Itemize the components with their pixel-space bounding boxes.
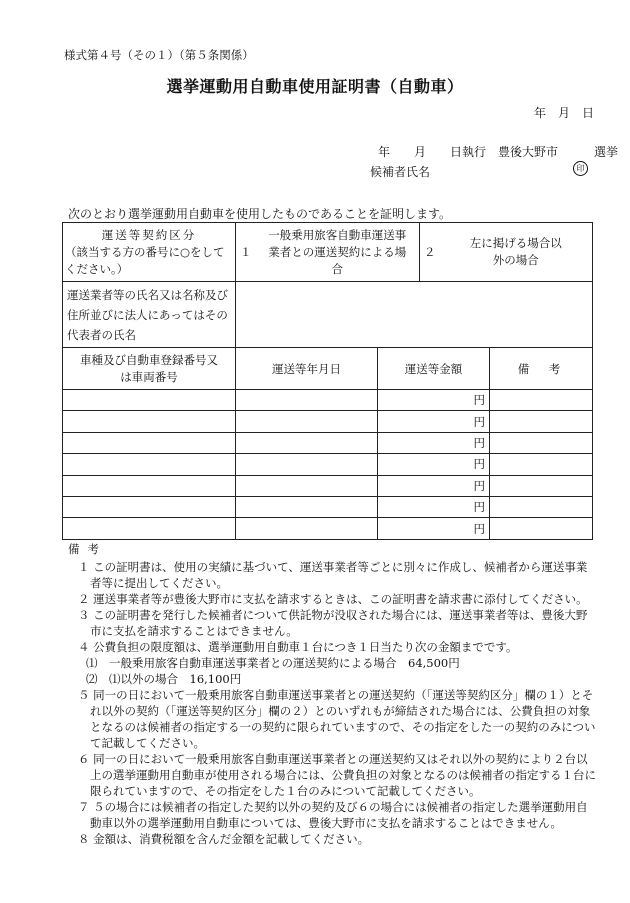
yen-unit: 円 xyxy=(473,457,485,472)
amount-cell[interactable] xyxy=(378,411,490,432)
yen-unit: 円 xyxy=(473,500,485,515)
seal-mark: 印 xyxy=(573,161,588,176)
amount-cell[interactable] xyxy=(378,454,490,475)
execution-line: 年 月 日執行 豊後大野市 選挙 xyxy=(378,145,619,159)
yen-unit: 円 xyxy=(473,521,485,536)
page-title: 選挙運動用自動車使用証明書（自動車） xyxy=(166,77,464,96)
dates-cell[interactable] xyxy=(236,432,378,453)
table-row xyxy=(63,475,593,496)
option2-text[interactable]: 左に掲げる場合以外の場合 xyxy=(440,223,593,282)
remarks-cell[interactable] xyxy=(490,496,593,517)
remarks-cell[interactable] xyxy=(490,518,593,539)
note-item: ５ 同一の日において一般乗用旅客自動車運送事業者との運送契約（「運送等契約区分」欄の１）とそれ以外の契約（「運送等契約区分」欄の２）とのいずれもが締結された場合には、公費負担の対象となるのは候補者の指定する一の契約に限られていますので、その指定をした一の契約のみについて記載してください。 xyxy=(78,688,596,750)
yen-unit: 円 xyxy=(473,414,485,429)
note-item: ６ 同一の日において一般乗用旅客自動車運送事業者との運送契約又はそれ以外の契約により２台以上の選挙運動用自動車が使用される場合には、公費負担の対象となるのは候補者の指定する１台に限られていますので、その指定をした１台のみについて記載してください。 xyxy=(78,752,596,798)
amount-cell[interactable] xyxy=(378,518,490,539)
certification-text: 次のとおり選挙運動用自動車を使用したものであることを証明します。 xyxy=(68,207,452,221)
note-item: ７ ５の場合には候補者の指定した契約以外の契約及び６の場合には候補者の指定した選挙運動用自動車以外の選挙運動用自動車については、豊後大野市に支払を請求することはできません。 xyxy=(78,800,588,830)
option1-text[interactable]: 一般乗用旅客自動車運送事業者との運送契約による場合 xyxy=(256,223,420,282)
contract-type-instruction: （該当する方の番号に○をしてください。） xyxy=(65,244,225,276)
note-sub-item: ⑴ 一般乗用旅客自動車運送事業者との運送契約による場合 64,500円 xyxy=(86,656,460,670)
table-row xyxy=(63,518,593,539)
dates-column-header: 運送等年月日 xyxy=(236,348,378,390)
usage-table xyxy=(62,222,593,282)
form-number: 様式第４号（その１）（第５条関係） xyxy=(64,48,254,62)
amount-column-header: 運送等金額 xyxy=(378,348,490,390)
remarks-cell[interactable] xyxy=(490,390,593,411)
yen-unit: 円 xyxy=(473,478,485,493)
note-item: ３ この証明書を発行した候補者について供託物が没収された場合には、運送事業者等は、豊後大野市に支払を請求することはできません。 xyxy=(78,608,588,638)
table-row xyxy=(63,411,593,432)
vehicle-cell[interactable] xyxy=(63,390,236,411)
vehicle-cell[interactable] xyxy=(63,454,236,475)
note-item: ２ 運送事業者等が豊後大野市に支払を請求するときは、この証明書を請求書に添付してください。 xyxy=(78,592,588,606)
table-row xyxy=(63,432,593,453)
table-row xyxy=(63,454,593,475)
dates-cell[interactable] xyxy=(236,475,378,496)
table-row xyxy=(63,496,593,517)
note-sub-item: ⑵ ⑴以外の場合 16,100円 xyxy=(86,672,242,686)
remarks-cell[interactable] xyxy=(490,475,593,496)
remarks-column-header: 備 考 xyxy=(490,348,593,390)
contract-type-row xyxy=(63,223,593,282)
vehicle-cell[interactable] xyxy=(63,496,236,517)
vehicle-cell[interactable] xyxy=(63,518,236,539)
candidate-name-label: 候補者氏名 xyxy=(370,165,431,179)
table-row xyxy=(63,390,593,411)
amount-cell[interactable] xyxy=(378,390,490,411)
option2-number[interactable]: ２ xyxy=(420,223,440,282)
remarks-cell[interactable] xyxy=(490,411,593,432)
option1-number[interactable]: １ xyxy=(236,223,256,282)
remarks-cell[interactable] xyxy=(490,432,593,453)
contract-type-header xyxy=(63,223,236,282)
amount-cell[interactable] xyxy=(378,475,490,496)
notes-heading: 備考 xyxy=(68,542,107,556)
note-item: ４ 公費負担の限度額は、選挙運動用自動車１台につき１日当たり次の金額までです。 xyxy=(78,640,518,654)
notes-section xyxy=(68,541,598,847)
dates-cell[interactable] xyxy=(236,390,378,411)
note-item: １ この証明書は、使用の実績に基づいて、運送事業者等ごとに別々に作成し、候補者から運送事業者等に提出してください。 xyxy=(78,560,588,590)
vehicle-column-header: 車種及び自動車登録番号又は車両番号 xyxy=(63,348,236,390)
record-header-row xyxy=(63,348,593,390)
vehicle-cell[interactable] xyxy=(63,411,236,432)
vehicle-cell[interactable] xyxy=(63,432,236,453)
dates-cell[interactable] xyxy=(236,518,378,539)
yen-unit: 円 xyxy=(473,435,485,450)
amount-cell[interactable] xyxy=(378,432,490,453)
operator-table xyxy=(62,281,593,348)
operator-label: 運送業者等の氏名又は名称及び住所並びに法人にあってはその代表者の氏名 xyxy=(63,282,236,348)
dates-cell[interactable] xyxy=(236,411,378,432)
record-table xyxy=(62,347,593,540)
vehicle-cell[interactable] xyxy=(63,475,236,496)
dates-cell[interactable] xyxy=(236,454,378,475)
date-line: 年 月 日 xyxy=(533,106,594,120)
remarks-cell[interactable] xyxy=(490,454,593,475)
amount-cell[interactable] xyxy=(378,496,490,517)
operator-field[interactable] xyxy=(236,282,593,348)
dates-cell[interactable] xyxy=(236,496,378,517)
note-item: ８ 金額は、消費税額を含んだ金額を記載してください。 xyxy=(78,832,370,846)
contract-type-title: 運送等契約区分 xyxy=(101,227,197,242)
yen-unit: 円 xyxy=(473,393,485,408)
